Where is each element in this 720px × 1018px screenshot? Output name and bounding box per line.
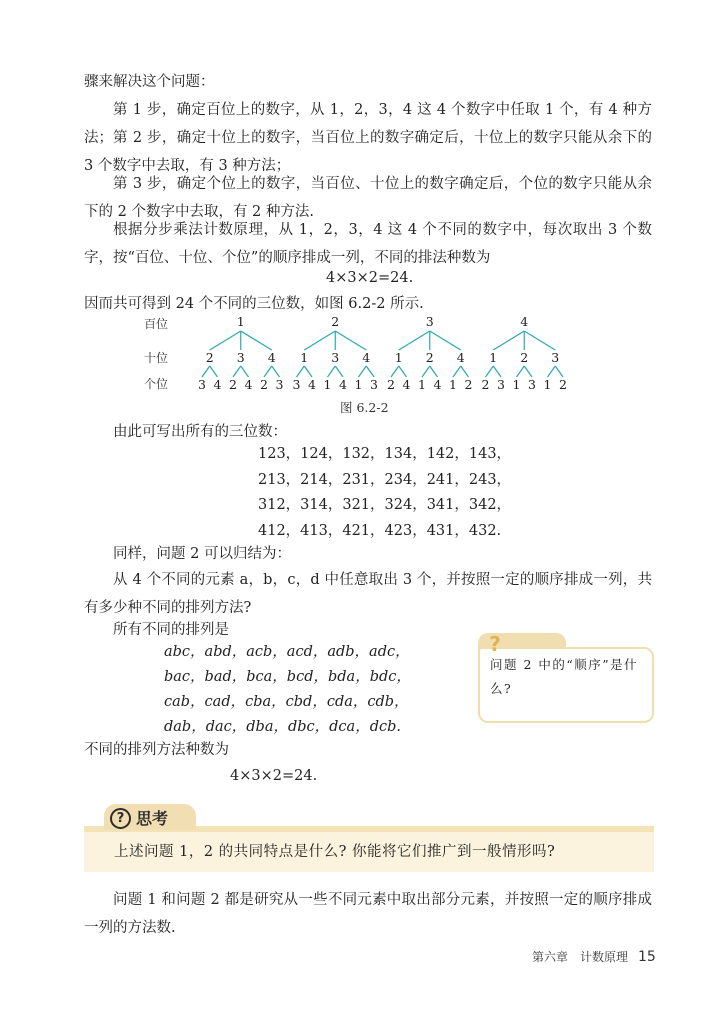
tens-digit: 3 [551,350,560,365]
figure-caption: 图 6.2-2 [340,400,389,415]
paragraph: 不同的排列方法种数为 [84,742,229,758]
units-digit: 1 [418,377,426,392]
formula: 4×3×2=24. [230,768,318,784]
tree-branch [391,366,399,377]
paragraph: 同样，问题 2 可以归结为： [113,546,291,562]
paragraph-step-2: 第 2 步，确定十位上的数字，当百位上的数字确定后，十位上的数字只能从余下的 3 个数字中去取，有 3 种方法； [84,130,652,174]
tree-branch [304,366,312,377]
think-box [84,832,654,872]
tree-branch [430,366,438,377]
paragraph: 所有不同的排列是 [113,622,229,638]
tens-digit: 1 [489,350,498,365]
tree-branch [486,366,494,377]
units-digit: 3 [370,377,378,392]
tree-branch [524,331,555,350]
tens-digit: 3 [236,350,245,365]
units-digit: 1 [543,377,552,392]
tree-branch [517,366,525,377]
tree-branch [548,366,556,377]
units-digit: 4 [433,377,442,392]
units-digit: 2 [481,377,490,392]
page-footer [532,948,656,965]
paragraph: 因而共可得到 24 个不同的三位数，如图 6.2-2 所示. [84,296,424,312]
units-digit: 3 [528,377,536,392]
paragraph-problem-2: 从 4 个不同的元素 a，b，c，d 中任意取出 3 个，并按照一定的顺序排成一列，共有多少种不同的排列方法? [84,572,652,616]
row-label: 十位 [143,351,169,365]
tree-diagram [140,314,600,394]
permutation-row: dab，dac，dba，dbc，dca，dcb. [164,719,401,735]
tens-digit: 2 [205,350,214,365]
tree-branch [241,366,249,377]
tree-branch [366,366,374,377]
paragraph: 由此可写出所有的三位数： [113,424,287,440]
tens-digit: 3 [331,350,340,365]
tree-branch [399,366,407,377]
tens-digit: 4 [267,350,276,365]
tree-branch [524,366,532,377]
permutation-list [164,640,411,740]
paragraph-conclusion: 问题 1 和问题 2 都是研究从一些不同元素中取出部分元素，并按照一定的顺序排成一列的方法数. [84,892,652,936]
tree-branch [422,366,430,377]
hundreds-digit: 2 [331,314,340,329]
number-row: 213，214，231，234，241，243， [258,471,512,488]
tree-branch [453,366,461,377]
tree-branch [359,366,367,377]
paragraph-principle: 根据分步乘法计数原理，从 1，2，3，4 这 4 个不同的数字中，每次取出 3 个数字，按“百位、十位、个位”的顺序排成一列，不同的排法种数为 [84,222,652,266]
tree-branch [399,331,430,350]
units-digit: 1 [512,377,521,392]
units-digit: 2 [387,377,395,392]
row-label: 百位 [143,317,169,331]
units-digit: 1 [323,377,332,392]
tree-branch [264,366,272,377]
tens-digit: 1 [394,350,403,365]
number-row: 312，314，321，324，341，342， [258,497,512,513]
units-digit: 3 [292,377,301,392]
tens-digit: 4 [456,350,465,365]
tens-digit: 4 [362,350,371,365]
tree-branch [202,366,210,377]
tree-branch [272,366,280,377]
units-digit: 4 [308,377,316,392]
permutation-row: bac，bad，bca，bcd，bda，bdc， [164,669,411,685]
tree-branch [233,366,241,377]
tree-branch [461,366,469,377]
paragraph: 骤来解决这个问题： [84,74,215,90]
units-digit: 4 [213,377,222,392]
think-box-header [84,804,654,832]
side-note [478,633,654,723]
units-digit: 4 [244,377,253,392]
tens-digit: 1 [300,350,309,365]
tens-digit: 2 [520,350,529,365]
units-digit: 3 [275,377,284,392]
tree-branch [335,366,343,377]
tree-branch [555,366,563,377]
row-label: 个位 [143,377,169,391]
units-digit: 2 [260,377,268,392]
number-row: 412，413，421，423，431，432. [258,522,502,539]
units-digit: 4 [402,377,411,392]
units-digit: 4 [339,377,347,392]
tree-branch [241,331,272,350]
tree-branch [297,366,305,377]
permutation-row: cab，cad，cba，cbd，cda，cdb， [164,694,409,710]
hundreds-digit: 4 [520,314,529,329]
units-digit: 1 [354,377,363,392]
chapter-title: 第六章 计数原理 [532,950,629,964]
paragraph-step-3: 第 3 步，确定个位上的数字，当百位、十位上的数字确定后，个位的数字只能从余下的 2 个数字中去取，有 2 种方法. [84,176,652,220]
tree-branch [493,331,524,350]
hundreds-digit: 1 [236,314,245,329]
number-row: 123，124，132，134，142，143， [258,446,512,462]
question-circle-icon: ? [110,808,131,829]
tree-branch [210,331,241,350]
units-digit: 2 [464,377,473,392]
hundreds-digit: 3 [425,314,434,329]
units-digit: 3 [198,377,206,392]
side-note-text: 问题 2 中的“顺序”是什么? [490,657,639,696]
tens-digit: 2 [425,350,434,365]
tree-branch [430,331,461,350]
page-number: 15 [638,949,656,965]
tree-branch [328,366,336,377]
units-digit: 3 [497,377,505,392]
tree-branch [210,366,218,377]
tree-branch [335,331,366,350]
question-mark-icon: ? [489,632,501,656]
units-digit: 2 [229,377,237,392]
number-list [258,442,511,544]
think-text: 上述问题 1，2 的共同特点是什么? 你能将它们推广到一般情形吗? [114,844,556,860]
think-title: 思考 [136,809,169,828]
permutation-row: abc，abd，acb，acd，adb，adc， [164,644,410,660]
tree-branch [304,331,335,350]
paragraph-step-1: 第 1 步，确定百位上的数字，从 1，2，3，4 这 4 个数字中任取 1 个，有 4 种方法； [84,102,652,146]
units-digit: 2 [559,377,567,392]
formula: 4×3×2=24. [326,270,414,286]
units-digit: 1 [449,377,457,392]
tree-branch [493,366,501,377]
